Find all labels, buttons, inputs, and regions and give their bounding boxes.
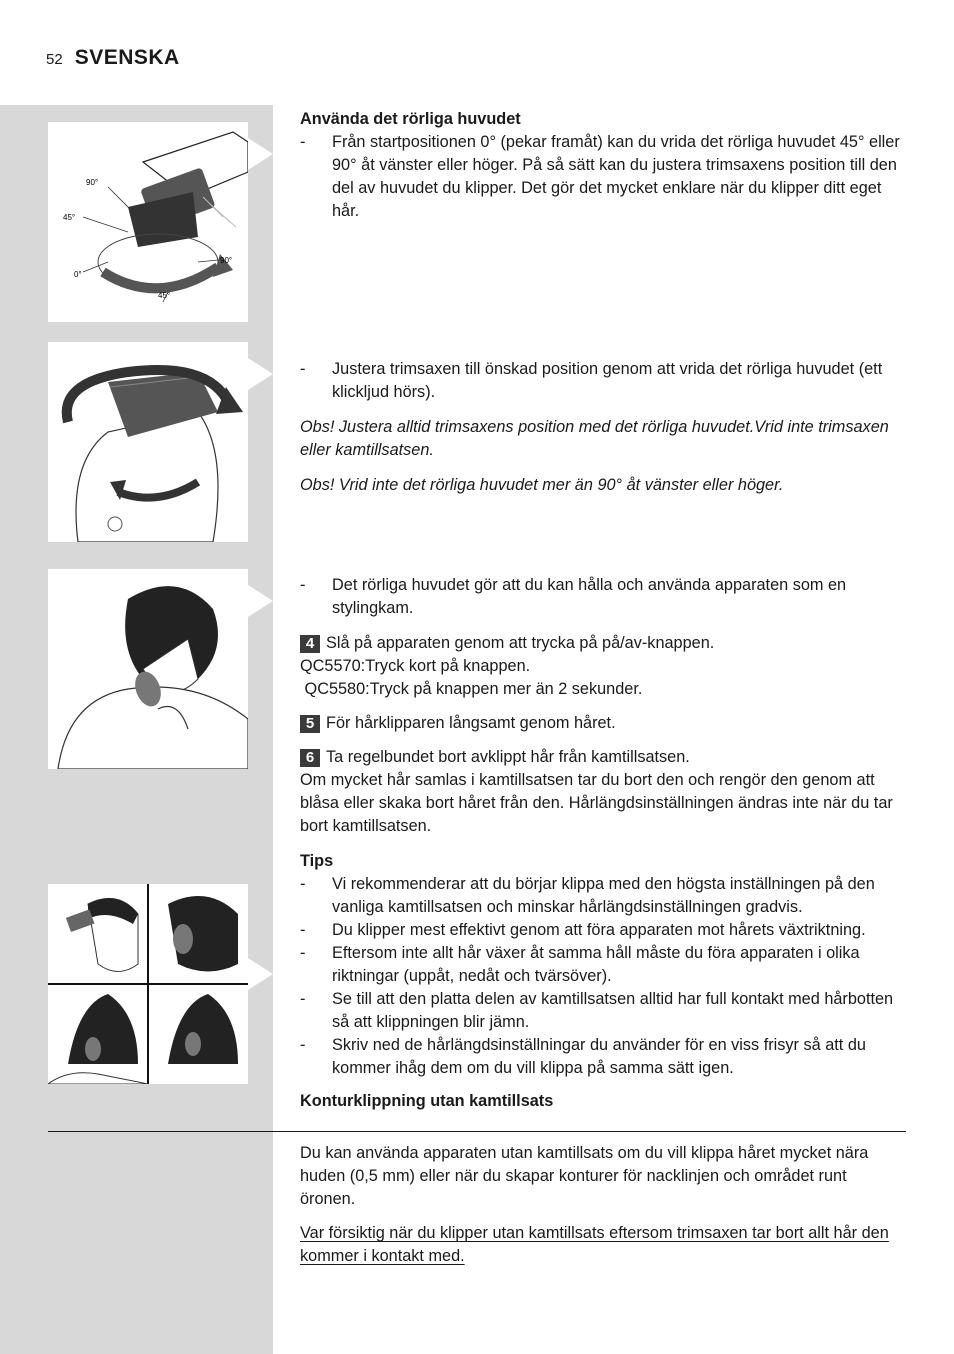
list-item: - Från startpositionen 0° (pekar framåt) kan du vrida det rörliga huvudet 45° eller 90° åt vänster eller höger. På så sätt kan du justera trimsaxens position till den del av huvudet du klipper. Det gör det mycket enklare när du klipper ditt eget hår. [300, 133, 900, 220]
tip-text: Eftersom inte allt hår växer åt samma håll måste du föra apparaten i olika riktningar (uppåt, nedåt och tvärsöver). [332, 944, 860, 985]
list-item-text: Från startpositionen 0° (pekar framåt) kan du vrida det rörliga huvudet 45° eller 90° åt vänster eller höger. På så sätt kan du justera trimsaxens position till den del av huvudet du klipper. Det gör det mycket enklare när du klipper ditt eget hår. [332, 133, 900, 220]
rotation-diagram [48, 122, 248, 322]
figure-pointer [248, 358, 273, 390]
tip-text: Du klipper mest effektivt genom att föra apparaten mot hårets växtriktning. [332, 921, 866, 939]
step-number: 5 [300, 715, 320, 733]
list-item: - Justera trimsaxen till önskad position genom att vrida det rörliga huvudet (ett klickljud hörs). [300, 360, 883, 401]
step-6 [300, 746, 906, 769]
section-moving-head [300, 108, 906, 223]
tips-panels-illustration [48, 884, 248, 1084]
figure-pointer [248, 958, 273, 990]
label-45-left: 45° [63, 213, 76, 222]
tip-text: Vi rekommenderar att du börjar klippa med den högsta inställningen på den vanliga kamtillsatsen och minskar hårlängdsinställningen gradvis. [332, 875, 875, 916]
step-text: Ta regelbundet bort avklippt hår från kamtillsatsen. [326, 748, 690, 766]
kontur-body: Du kan använda apparaten utan kamtillsats om du vill klippa håret mycket nära huden (0,5 mm) eller när du skapar konturer för nacklinjen och området runt öronen. [300, 1144, 869, 1208]
note-text: Obs! Justera alltid trimsaxens position med det rörliga huvudet.Vrid inte trimsaxen eller kamtillsatsen. [300, 418, 889, 459]
section-adjust [300, 358, 906, 497]
step-6-detail: Om mycket hår samlas i kamtillsatsen tar du bort den och rengör den genom att blåsa eller skaka bort håret från den. Hårlängdsinställningen ändras inte när du tar bort kamtillsatsen. [300, 771, 893, 835]
step-4-detail: QC5580:Tryck på knappen mer än 2 sekunder. [300, 680, 643, 698]
label-45-bottom: 45° [158, 291, 171, 300]
section-kontur [300, 1142, 906, 1268]
step-4-detail: QC5570:Tryck kort på knappen. [300, 657, 531, 675]
tip-item: - Eftersom inte allt hår växer åt samma håll måste du föra apparaten i olika riktningar (uppåt, nedåt och tvärsöver). [300, 944, 860, 985]
note-text: Obs! Vrid inte det rörliga huvudet mer än 90° åt vänster eller höger. [300, 476, 784, 494]
styling-illustration [48, 569, 248, 769]
page-header [46, 46, 180, 70]
step-5 [300, 712, 906, 735]
figure-tips-panels [48, 884, 248, 1084]
figure-pointer [248, 138, 273, 170]
section-divider [48, 1131, 906, 1132]
step-text: För hårklipparen långsamt genom håret. [326, 714, 616, 732]
tip-item: - Du klipper mest effektivt genom att föra apparaten mot hårets växtriktning. [300, 921, 866, 939]
list-item-text: Det rörliga huvudet gör att du kan hålla och använda apparaten som en stylingkam. [332, 576, 847, 617]
tip-item: - Skriv ned de hårlängdsinställningar du använder för en viss frisyr så att du kommer ihåg dem om du vill klippa på samma sätt igen. [300, 1036, 866, 1077]
warning-text-content: Var försiktig när du klipper utan kamtillsats eftersom trimsaxen tar bort allt hår den kommer i kontakt med. [300, 1224, 889, 1265]
tip-text: Skriv ned de hårlängdsinställningar du använder för en viss frisyr så att du kommer ihåg dem om du vill klippa på samma sätt igen. [332, 1036, 866, 1077]
label-90-left: 90° [86, 178, 99, 187]
kontur-heading: Konturklippning utan kamtillsats [300, 1092, 554, 1110]
tip-item: - Vi rekommenderar att du börjar klippa med den högsta inställningen på den vanliga kamtillsatsen och minskar hårlängdsinställningen gradvis. [300, 875, 875, 916]
label-180: 180° [113, 267, 128, 274]
tips-heading: Tips [300, 852, 334, 870]
tip-text: Se till att den platta delen av kamtillsatsen alltid har full kontakt med hårbotten så att klippningen blir jämn. [332, 990, 894, 1031]
figure-pointer [248, 585, 273, 617]
tip-item: - Se till att den platta delen av kamtillsatsen alltid har full kontakt med hårbotten så att klippningen blir jämn. [300, 990, 894, 1031]
step-number: 6 [300, 749, 320, 767]
step-number: 4 [300, 635, 320, 653]
list-item: - Det rörliga huvudet gör att du kan hålla och använda apparaten som en stylingkam. [300, 576, 847, 617]
figure-rotating-head-angles [48, 122, 248, 322]
label-0: 0° [74, 270, 82, 279]
section-heading: Använda det rörliga huvudet [300, 110, 521, 128]
page-number: 52 [46, 51, 63, 68]
language-title: SVENSKA [74, 46, 180, 69]
label-90-right: 90° [220, 256, 233, 265]
warning-text [300, 1222, 906, 1268]
figure-turn-head [48, 342, 248, 542]
section-steps [300, 574, 906, 1113]
list-item-text: Justera trimsaxen till önskad position genom att vrida det rörliga huvudet (ett klickljud hörs). [332, 360, 883, 401]
step-text: Slå på apparaten genom att trycka på på/av-knappen. [326, 634, 715, 652]
figure-styling-comb [48, 569, 248, 769]
step-4 [300, 632, 906, 655]
turn-head-illustration [48, 342, 248, 542]
